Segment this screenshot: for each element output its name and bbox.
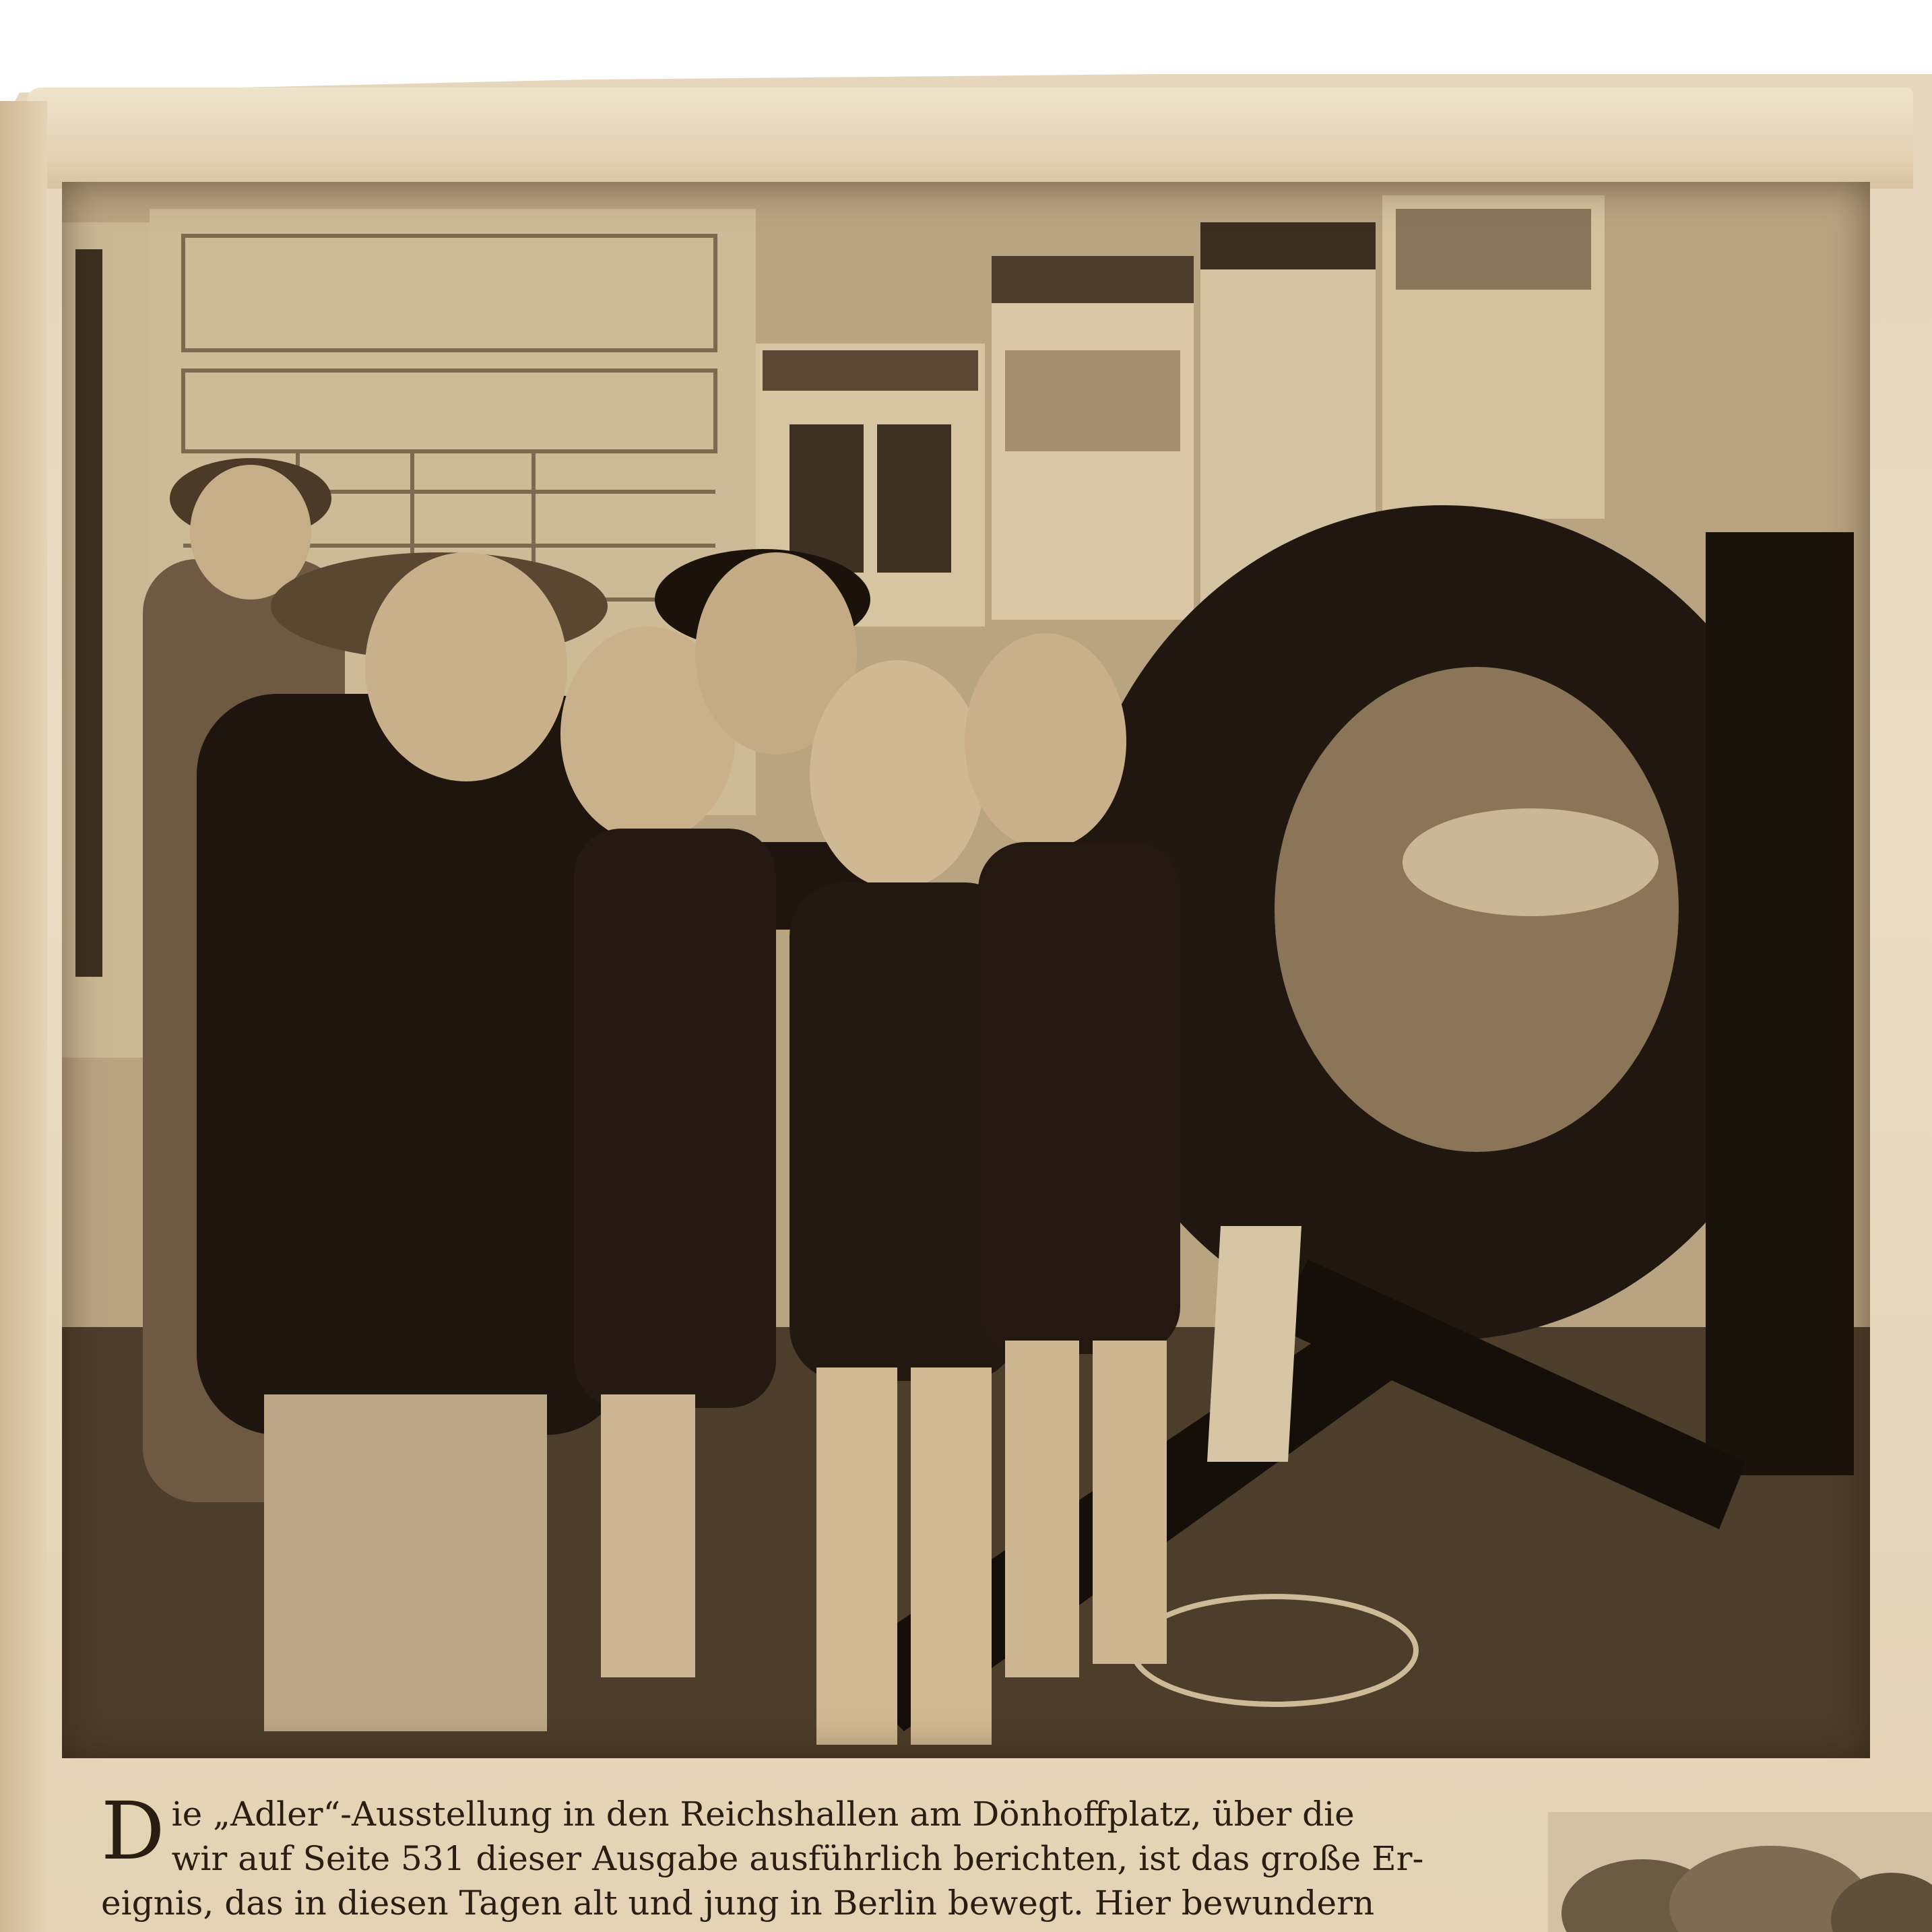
caption-line-1: ie „Adler“-Ausstellung in den Reichshallen am Dönhoffplatz, über die — [171, 1795, 1355, 1834]
caption-line-2: wir auf Seite 531 dieser Ausgabe ausführlich berichten, ist das große Er- — [171, 1839, 1424, 1878]
caption-dropcap: D — [101, 1792, 165, 1877]
page-spine-edge — [0, 101, 47, 1932]
photo-scene — [62, 182, 1870, 1758]
caption-line-3: eignis, das in diesen Tagen alt und jung in Berlin bewegt. Hier bewundern — [101, 1883, 1375, 1923]
adjacent-photo-fragment — [1548, 1812, 1932, 1932]
exhibition-photograph — [62, 182, 1870, 1758]
visitors-group — [143, 458, 1180, 1745]
photo-caption — [101, 1792, 1462, 1932]
page-fold-edge — [27, 88, 1913, 189]
placard — [1207, 1226, 1301, 1462]
